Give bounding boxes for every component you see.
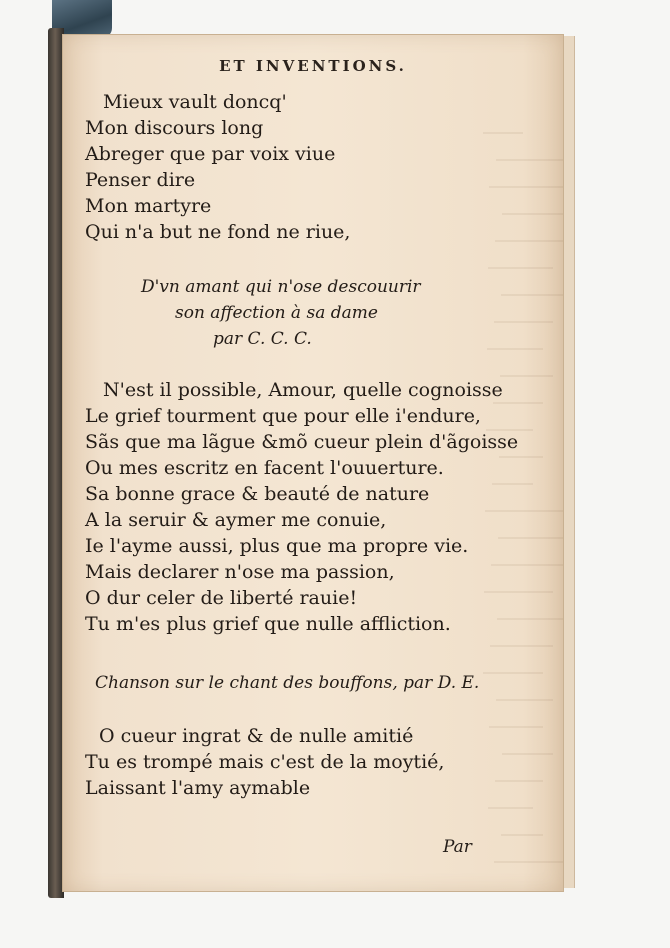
poem-line: Mais declarer n'ose ma passion, [85,561,395,583]
poem-heading: son affection à sa dame [175,303,378,323]
poem-line: Le grief tourment que pour elle i'endure, [85,405,481,427]
book-page [62,34,564,892]
show-through-line [486,404,533,431]
show-through-text [483,107,563,827]
stanza1-line: Penser dire [85,169,196,191]
show-through-line [500,350,553,377]
stanza2-line: Laissant l'amy aymable [85,777,311,799]
show-through-line [501,269,563,296]
show-through-line [498,512,564,539]
show-through-line [488,242,553,269]
poem-line: Tu m'es plus grief que nulle affliction. [85,613,451,635]
stanza1-line: Mieux vault doncq' [103,91,287,113]
stanza2-line: Tu es trompé mais c'est de la moytié, [85,751,445,773]
show-through-line [489,161,563,188]
show-through-line [494,296,553,323]
poem-line: A la seruir & aymer me conuie, [85,509,387,531]
show-through-line [492,458,533,485]
poem-line: N'est il possible, Amour, quelle cognoisse [103,379,503,401]
stanza1-line: Mon martyre [85,195,212,217]
show-through-line [485,485,563,512]
show-through-line [483,107,523,134]
show-through-line [484,566,553,593]
chanson-heading: Chanson sur le chant des bouffons, par D. E. [95,673,480,693]
show-through-line [502,728,553,755]
poem-line: Ou mes escritz en facent l'ouuerture. [85,457,444,479]
poem-line: O dur celer de liberté rauie! [85,587,358,609]
show-through-line [490,620,553,647]
poem-line: Ie l'ayme aussi, plus que ma propre vie. [85,535,469,557]
stanza2-line: O cueur ingrat & de nulle amitié [99,725,414,747]
show-through-line [487,323,543,350]
show-through-line [497,593,563,620]
poem-line: Sãs que ma lãgue &mõ cueur plein d'ãgoisse [85,431,519,453]
show-through-line [488,782,533,809]
show-through-line [496,674,553,701]
stanza1-line: Abreger que par voix viue [85,143,336,165]
catchword: Par [443,837,472,857]
poem-line: Sa bonne grace & beauté de nature [85,483,430,505]
show-through-line [491,539,563,566]
page-edge [568,36,575,888]
show-through-line [489,701,543,728]
show-through-line [495,215,563,242]
stanza1-line: Mon discours long [85,117,264,139]
poem-author: par C. C. C. [213,329,312,349]
show-through-line [483,647,543,674]
poem-heading: D'vn amant qui n'ose descouurir [141,277,421,297]
show-through-line [501,809,543,836]
show-through-line [495,755,543,782]
stanza1-line: Qui n'a but ne fond ne riue, [85,221,351,243]
show-through-line [496,134,564,161]
show-through-line [502,188,564,215]
book [48,28,578,898]
running-head: ET INVENTIONS. [219,57,407,75]
show-through-line [494,836,564,863]
